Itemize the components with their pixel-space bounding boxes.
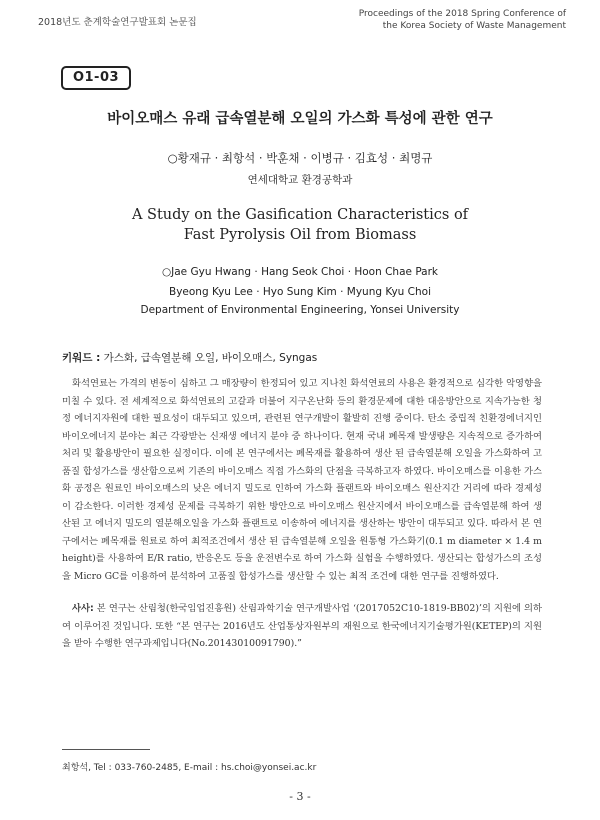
running-header-right bbox=[359, 8, 566, 32]
running-header-right-line2: the Korea Society of Waste Management bbox=[382, 21, 566, 31]
korean-authors: ○황재규 · 최항석 · 박훈채 · 이병규 · 김효성 · 최명규 bbox=[167, 151, 433, 165]
corresponding-author-footnote: 최항석, Tel : 033-760-2485, E-mail : hs.choi@yonsei.ac.kr bbox=[62, 763, 317, 773]
korean-affiliation: 연세대학교 환경공학과 bbox=[247, 174, 353, 186]
paper-code-badge: O1-03 bbox=[61, 66, 131, 90]
keywords-text: 가스화, 급속열분해 오일, 바이오매스, Syngas bbox=[103, 352, 318, 364]
english-title-line1: A Study on the Gasification Characteristics of bbox=[131, 207, 469, 223]
english-authors-line2: Byeong Kyu Lee · Hyo Sung Kim · Myung Kyu Choi bbox=[168, 286, 432, 298]
keywords bbox=[62, 350, 317, 365]
running-header-right-line1: Proceedings of the 2018 Spring Conference of bbox=[358, 9, 566, 19]
english-authors bbox=[0, 262, 600, 302]
footnote-divider bbox=[62, 749, 150, 750]
korean-title: 바이오매스 유래 급속열분해 오일의 가스화 특성에 관한 연구 bbox=[107, 111, 493, 127]
english-title bbox=[0, 205, 600, 245]
abstract-body: 화석연료는 가격의 변동이 심하고 그 매장량이 한정되어 있고 지나친 화석연료의 사용은 환경적으로 심각한 악영향을 미칠 수 있다. 전 세계적으로 화석연료의 고갈과 더불어 지구온난화 등의 환경문제에 대한 대응방안으로 지속가능한 청정 에너지자원에 대한 필요성이 대두되고 있으며, 관련된 연구개발이 활발히 진행 중이다. 탄소 중립적 친환경에너지인 바이오에너지 분야는 최근 각광받는 신재생 에너지 분야 중 하나이다. 현재 국내 폐목재 발생량은 지속적으로 증가하여 처리 및 활용방안이 필요한 실정이다. 이에 본 연구에서는 폐목재를 활용하여 생산 된 급속열분해 오일을 가스화하여 고품질 합성가스를 생산함으로써 기존의 바이오매스 직접 가스화의 단점을 극복하고자 하였다. 바이오매스를 이용한 가스화 공정은 원료인 바이오매스의 낮은 에너지 밀도로 인하여 가스화 플랜트와 바이오매스 원산지간 거리에 따라 경제성이 감소한다. 이러한 경제성 문제를 극복하기 위한 방안으로 바이오매스 원산지에서 바이오매스를 급속열분해 하여 생산된 고 에너지 밀도의 열분해오일을 가스화 플랜트로 이송하여 에너지를 생산하는 방안이 대두되고 있다. 따라서 본 연구에서는 폐목재를 원료로 하여 최적조건에서 생산 된 급속열분해 오일을 원통형 가스화기(0.1 m diameter × 1.4 m height)를 사용하여 E/R ratio, 반응온도 등을 운전변수로 하여 가스화 실험을 수행하였다. 생산되는 합성가스의 조성을 Micro GC를 이용하여 분석하여 고품질 합성가스를 생산할 수 있는 최적 조건에 대한 연구를 진행하였다. bbox=[62, 378, 542, 582]
english-title-line2: Fast Pyrolysis Oil from Biomass bbox=[183, 227, 417, 243]
acknowledgement bbox=[62, 600, 542, 653]
acknowledgement-label: 사사: bbox=[72, 603, 94, 614]
keywords-label: 키워드 : bbox=[62, 352, 101, 364]
english-affiliation: Department of Environmental Engineering, Yonsei University bbox=[140, 304, 460, 316]
page-number: - 3 - bbox=[289, 790, 311, 803]
running-header-left: 2018년도 춘계학술연구발표회 논문집 bbox=[38, 17, 197, 28]
english-authors-line1: ○Jae Gyu Hwang · Hang Seok Choi · Hoon Chae Park bbox=[161, 266, 439, 278]
acknowledgement-text: 본 연구는 산림청(한국임업진흥원) 산림과학기술 연구개발사업 ‘(2017052C10-1819-BB02)’의 지원에 의하여 이루어진 것입니다. 또한 “본 연구는 2016년도 산업통상자원부의 재원으로 한국에너지기술평가원(KETEP)의 지원을 받아 수행한 연구과제입니다(No.20143010091790).” bbox=[62, 603, 542, 649]
